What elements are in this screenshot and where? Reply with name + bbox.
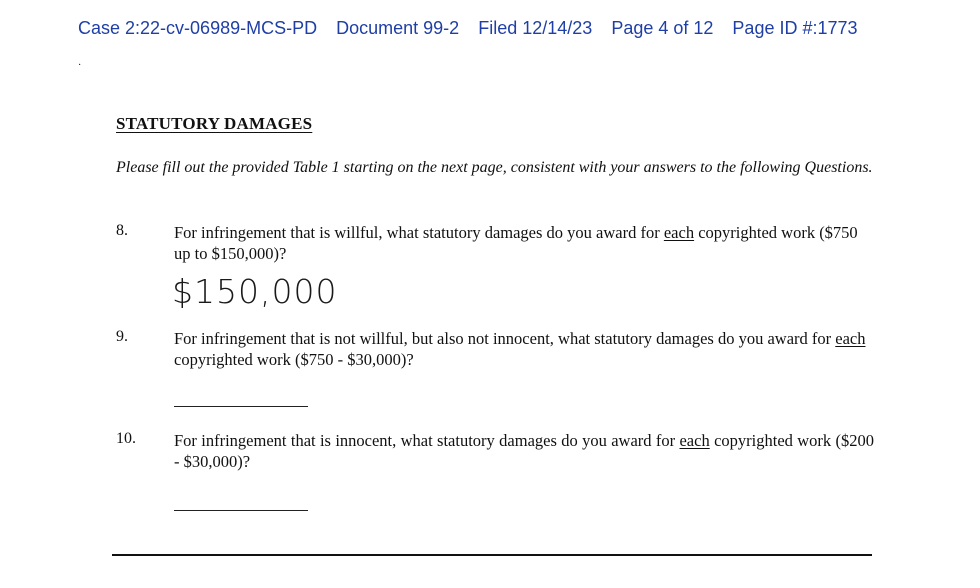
document-number: Document 99-2 xyxy=(336,18,460,38)
question-9-emphasis: each xyxy=(835,329,866,348)
page-count: Page 4 of 12 xyxy=(611,18,714,38)
question-9-text-after: copyrighted work ($750 - $30,000)? xyxy=(174,350,414,369)
question-8-number: 8. xyxy=(116,222,128,239)
question-8-text-after: copyrighted work ($750 up to $150,000)? xyxy=(174,223,858,263)
page-id: Page ID #:1773 xyxy=(732,18,858,38)
case-number: Case 2:22-cv-06989-MCS-PD xyxy=(78,18,318,38)
question-10-text xyxy=(174,430,874,472)
filing-header xyxy=(78,18,858,39)
section-title: STATUTORY DAMAGES xyxy=(116,114,313,133)
question-9-text xyxy=(174,328,874,370)
bottom-rule xyxy=(112,554,872,556)
filed-date: Filed 12/14/23 xyxy=(478,18,593,38)
question-8-text xyxy=(174,222,874,264)
instructions: Please fill out the provided Table 1 starting on the next page, consistent with your answers to the following Questions. xyxy=(116,159,873,176)
question-10-answer-line xyxy=(174,510,308,511)
question-8-answer: $150,000 xyxy=(172,272,338,311)
question-10-emphasis: each xyxy=(679,431,710,450)
question-10-text-after: copyrighted work ($200 - $30,000)? xyxy=(174,431,875,471)
question-8-emphasis: each xyxy=(663,223,695,242)
question-8-text-before: For infringement that is willful, what statutory damages do you award for xyxy=(174,223,664,242)
question-9-text-before: For infringement that is not willful, but also not innocent, what statutory damages do you award for xyxy=(174,329,836,348)
question-9-answer-line xyxy=(174,406,308,407)
question-10-number: 10. xyxy=(116,430,136,447)
question-9-number: 9. xyxy=(116,328,128,345)
stray-mark: · xyxy=(78,60,82,71)
question-10-text-before: For infringement that is innocent, what statutory damages do you award for xyxy=(174,431,680,450)
